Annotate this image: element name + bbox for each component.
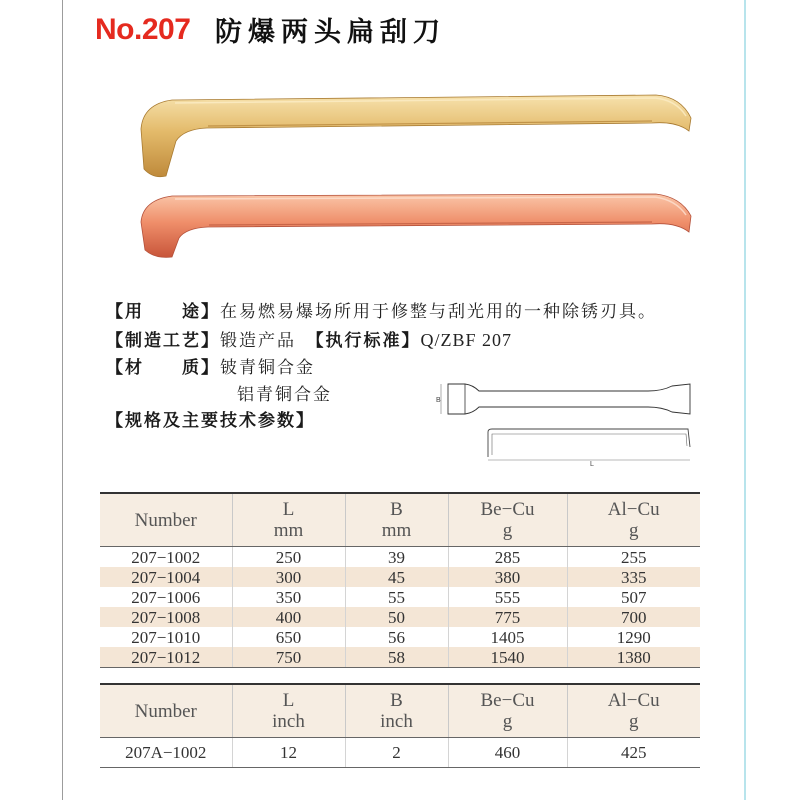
header-length-label: L [282, 690, 295, 711]
cell-alcu-weight: 1380 [567, 647, 700, 668]
params-label: 【规格及主要技术参数】 [106, 411, 315, 431]
table-row [100, 738, 700, 768]
cell-length: 350 [232, 587, 345, 607]
material-label: 【材 质】 [106, 358, 220, 378]
cell-alcu-weight: 507 [567, 587, 700, 607]
cell-alcu-weight: 700 [567, 607, 700, 627]
product-name: 防爆两头扁刮刀 [215, 17, 446, 48]
cell-width: 56 [345, 627, 448, 647]
header-becu-weight [448, 684, 567, 738]
model-number: No.207 [95, 13, 191, 46]
cell-length: 750 [232, 647, 345, 668]
table-row [100, 627, 700, 647]
cell-becu-weight: 775 [448, 607, 567, 627]
header-alcu-unit: g [629, 520, 639, 541]
standard-value: Q/ZBF 207 [420, 330, 513, 350]
header-becu-unit: g [502, 520, 513, 541]
material-value-1: 铍青铜合金 [220, 358, 315, 378]
side-view-inner-line [492, 434, 687, 455]
beryllium-copper-scraper-image [141, 95, 691, 177]
cell-width: 2 [345, 738, 448, 768]
header-length [232, 493, 345, 547]
header-length-unit: inch [272, 711, 305, 732]
header-alcu-label: Al−Cu [607, 690, 660, 711]
length-label: L [590, 461, 594, 468]
cell-width: 39 [345, 547, 448, 568]
cell-width: 55 [345, 587, 448, 607]
header-number-label: Number [134, 509, 197, 531]
header-alcu-label: Al−Cu [607, 499, 660, 520]
table-row [100, 607, 700, 627]
cell-becu-weight: 1405 [448, 627, 567, 647]
right-margin-line [744, 0, 746, 800]
product-images [100, 80, 720, 270]
side-view-drawing [478, 423, 696, 471]
cell-alcu-weight: 425 [567, 738, 700, 768]
header-width-unit: mm [381, 520, 412, 541]
usage-line [106, 301, 726, 323]
top-view-drawing [428, 378, 698, 420]
cell-becu-weight: 555 [448, 587, 567, 607]
cell-becu-weight: 380 [448, 567, 567, 587]
header-width-label: B [390, 690, 403, 711]
header-number [100, 684, 232, 738]
material-value-2: 铝青铜合金 [237, 385, 332, 405]
header-alcu-weight [567, 684, 700, 738]
cell-becu-weight: 460 [448, 738, 567, 768]
process-value: 锻造产品 [220, 331, 296, 351]
process-line [106, 329, 726, 352]
cell-alcu-weight: 335 [567, 567, 700, 587]
table-header-row [100, 684, 700, 738]
table-row [100, 647, 700, 668]
table-row [100, 567, 700, 587]
header-alcu-unit: g [629, 711, 639, 732]
cell-number: 207A−1002 [100, 738, 232, 768]
cell-number: 207−1004 [100, 567, 232, 587]
cell-becu-weight: 285 [448, 547, 567, 568]
table-row [100, 587, 700, 607]
cell-length: 300 [232, 567, 345, 587]
material-line [106, 357, 726, 379]
spec-table-metric [100, 492, 700, 668]
cell-alcu-weight: 1290 [567, 627, 700, 647]
width-label: B [436, 397, 441, 404]
header-width [345, 684, 448, 738]
header-becu-weight [448, 493, 567, 547]
cell-becu-weight: 1540 [448, 647, 567, 668]
header-length-label: L [282, 499, 295, 520]
top-view-outline [448, 384, 690, 414]
cell-length: 400 [232, 607, 345, 627]
standard-label: 【执行标准】 [315, 331, 421, 351]
spec-table-imperial [100, 683, 700, 768]
usage-label: 【用 途】 [106, 302, 220, 322]
cell-number: 207−1002 [100, 547, 232, 568]
side-view-outline [488, 429, 690, 457]
header-length-unit: mm [273, 520, 304, 541]
table-header-row [100, 493, 700, 547]
cell-width: 50 [345, 607, 448, 627]
header-becu-unit: g [502, 711, 513, 732]
header-number [100, 493, 232, 547]
cell-number: 207−1012 [100, 647, 232, 668]
left-margin-line [62, 0, 63, 800]
header-becu-label: Be−Cu [480, 499, 535, 520]
cell-number: 207−1006 [100, 587, 232, 607]
cell-length: 250 [232, 547, 345, 568]
cell-width: 58 [345, 647, 448, 668]
header-width [345, 493, 448, 547]
header-becu-label: Be−Cu [480, 690, 535, 711]
usage-value: 在易燃易爆场所用于修整与刮光用的一种除锈刃具。 [220, 302, 657, 322]
cell-width: 45 [345, 567, 448, 587]
cell-length: 650 [232, 627, 345, 647]
cell-length: 12 [232, 738, 345, 768]
header-length [232, 684, 345, 738]
header-width-unit: inch [380, 711, 413, 732]
cell-number: 207−1008 [100, 607, 232, 627]
header-width-label: B [390, 499, 403, 520]
cell-number: 207−1010 [100, 627, 232, 647]
cell-alcu-weight: 255 [567, 547, 700, 568]
header-alcu-weight [567, 493, 700, 547]
process-label: 【制造工艺】 [106, 331, 220, 351]
aluminium-bronze-scraper-image [141, 194, 691, 257]
table-row [100, 547, 700, 568]
header-number-label: Number [134, 700, 197, 722]
